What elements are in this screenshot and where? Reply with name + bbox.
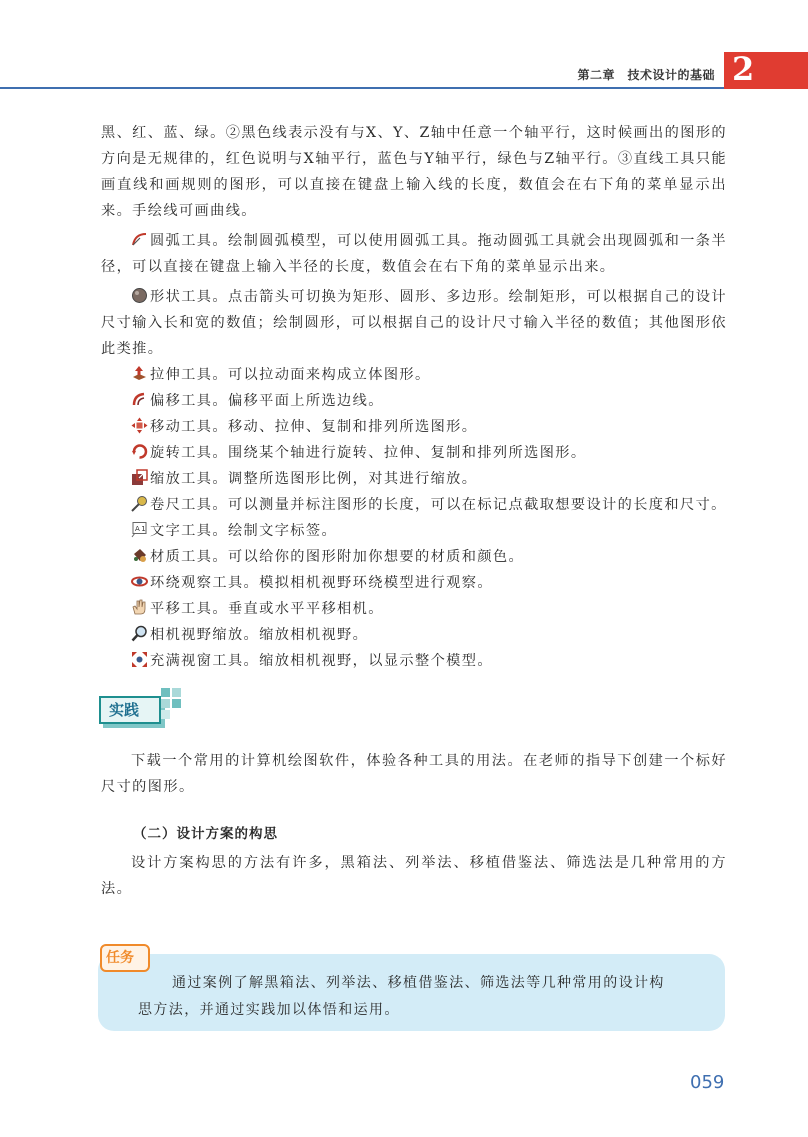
tool-item: 旋转工具。围绕某个轴进行旋转、拉伸、复制和排列所选图形。 [101,440,727,466]
tool-item: 平移工具。垂直或水平平移相机。 [101,596,727,622]
tool-item: 偏移工具。偏移平面上所选边线。 [101,388,727,414]
tool-item: 环绕观察工具。模拟相机视野环绕模型进行观察。 [101,570,727,596]
chapter-tab [724,52,808,89]
tool-item: 拉伸工具。可以拉动面来构成立体图形。 [101,362,727,388]
pan-hand-icon [131,599,148,616]
paragraph-axis-colors: 黑、红、蓝、绿。②黑色线表示没有与X、Y、Z轴中任意一个轴平行，这时候画出的图形的方向是无规律的，红色说明与X轴平行，蓝色与Y轴平行，绿色与Z轴平行。③直线工具只能画直线和画规则的图形，可以直接在键盘上输入线的长度，数值会在右下角的菜单显示出来。手绘线可画曲线。 [101,125,727,219]
task-text: 通过案例了解黑箱法、列举法、移植借鉴法、筛选法等几种常用的设计构 思方法，并通过实践加以体悟和运用。 [138,975,665,1018]
tape-measure-icon [131,495,148,512]
tool-item: 移动工具。移动、拉伸、复制和排列所选图形。 [101,414,727,440]
paint-bucket-icon [131,547,148,564]
scale-icon [131,469,148,486]
chapter-number: 2 [732,50,755,88]
arc-icon [131,231,148,248]
tool-item: A1 文字工具。绘制文字标签。 [101,518,727,544]
practice-badge: 实践 [99,696,161,724]
header-rule [0,87,724,89]
tool-list [101,362,727,674]
orbit-icon [131,573,148,590]
decor-square [172,699,181,708]
tool-item: 材质工具。可以给你的图形附加你想要的材质和颜色。 [101,544,727,570]
rotate-icon [131,443,148,460]
shape-icon [131,287,148,304]
offset-icon [131,391,148,408]
tool-item: 相机视野缩放。缩放相机视野。 [101,622,727,648]
decor-square [161,710,170,719]
decor-square [172,688,181,697]
practice-text: 下载一个常用的计算机绘图软件，体验各种工具的用法。在老师的指导下创建一个标好尺寸的图形。 [101,753,727,795]
page-number: 059 [690,1072,725,1093]
decor-square [161,688,170,697]
task-badge: 任务 [100,944,150,972]
tool-item: 充满视窗工具。缩放相机视野，以显示整个模型。 [101,648,727,674]
zoom-extents-icon [131,651,148,668]
chapter-title: 第二章 技术设计的基础 [577,68,715,82]
tool-item: 卷尺工具。可以测量并标注图形的长度，可以在标记点截取想要设计的长度和尺寸。 [101,492,727,518]
zoom-icon [131,625,148,642]
push-pull-icon [131,365,148,382]
paragraph-arc-tool: 圆弧工具。绘制圆弧模型，可以使用圆弧工具。拖动圆弧工具就会出现圆弧和一条半径，可以直接在键盘上输入半径的长度，数值会在右下角的菜单显示出来。 [101,233,727,275]
text-icon [131,521,148,538]
section-text: 设计方案构思的方法有许多，黑箱法、列举法、移植借鉴法、筛选法是几种常用的方法。 [101,855,727,897]
tool-item: 缩放工具。调整所选图形比例，对其进行缩放。 [101,466,727,492]
section-title: （二）设计方案的构思 [133,826,278,842]
main-content [101,120,727,902]
svg-text:A1: A1 [135,525,148,533]
move-icon [131,417,148,434]
decor-square [161,699,170,708]
practice-section-header [101,688,727,748]
paragraph-shape-tool: 形状工具。点击箭头可切换为矩形、圆形、多边形。绘制矩形，可以根据自己的设计尺寸输入长和宽的数值；绘制圆形，可以根据自己的设计尺寸输入半径的数值；其他图形依此类推。 [101,289,727,357]
